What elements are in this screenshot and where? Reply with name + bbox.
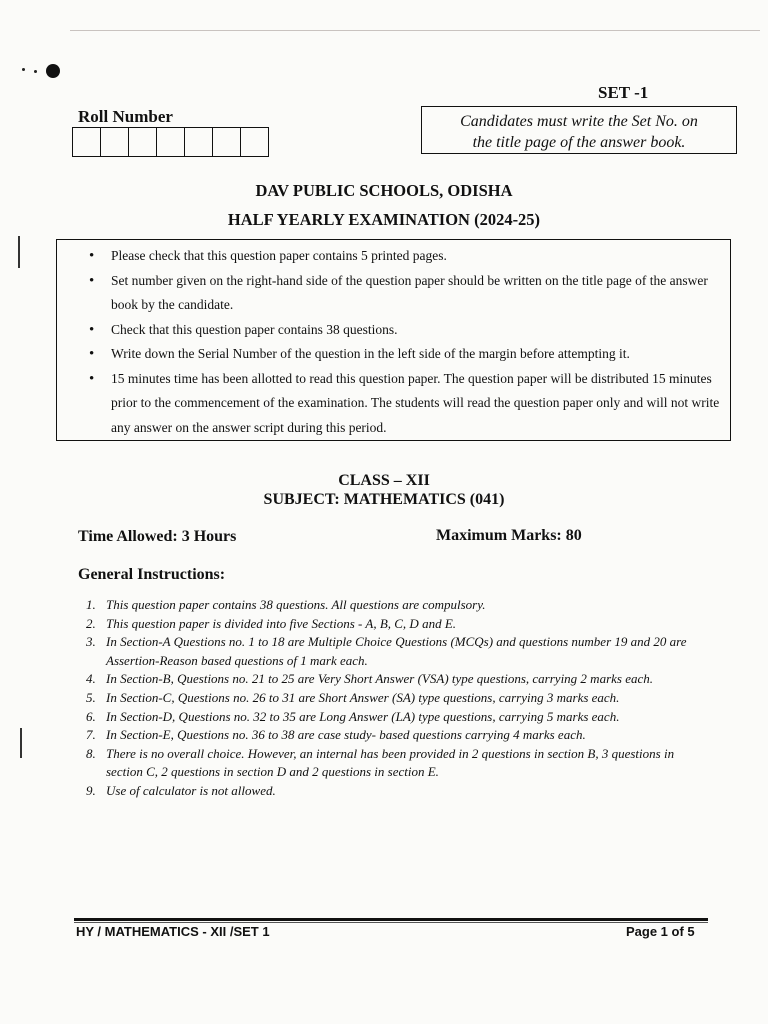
instruction-item	[86, 596, 708, 615]
roll-box	[128, 127, 157, 157]
roll-number-boxes	[72, 127, 268, 157]
checklist-box	[56, 239, 731, 441]
roll-box	[100, 127, 129, 157]
instruction-text: This question paper is divided into five Sections - A, B, C, D and E.	[106, 615, 457, 631]
school-name: DAV PUBLIC SCHOOLS, ODISHA	[255, 181, 513, 200]
maximum-marks: Maximum Marks: 80	[436, 527, 582, 544]
instruction-text: This question paper contains 38 questions. All questions are compulsory.	[106, 597, 486, 612]
checklist-item: • Check that this question paper contains 38 questions.	[111, 318, 730, 343]
instruction-number: 8.	[86, 745, 96, 761]
instruction-number: 4.	[86, 671, 96, 687]
checklist-item: • Write down the Serial Number of the question in the left side of the margin before attempting it.	[111, 342, 730, 367]
instruction-text: In Section-D, Questions no. 32 to 35 are Long Answer (LA) type questions, carrying 5 marks each.	[106, 708, 620, 724]
checklist	[57, 240, 730, 440]
candidate-note-box	[421, 106, 737, 154]
top-scan-line	[70, 30, 760, 31]
roll-box	[184, 127, 213, 157]
roll-box	[156, 127, 185, 157]
scan-speck	[34, 70, 37, 73]
instruction-item	[86, 726, 708, 745]
instruction-item	[86, 745, 708, 782]
instruction-number: 2.	[86, 615, 96, 631]
footer-code: HY / MATHEMATICS - XII /SET 1	[76, 924, 270, 939]
exam-title: HALF YEARLY EXAMINATION (2024-25)	[227, 210, 541, 229]
roll-box	[212, 127, 241, 157]
page-number: Page 1 of 5	[626, 924, 695, 939]
instruction-text: In Section-C, Questions no. 26 to 31 are Short Answer (SA) type questions, carrying 3 marks each.	[106, 689, 620, 705]
instruction-item	[86, 615, 708, 634]
punch-hole-dot	[46, 64, 60, 78]
margin-mark	[20, 728, 22, 758]
instruction-number: 1.	[86, 597, 96, 612]
candidate-note-line: Candidates must write the Set No. on	[460, 113, 698, 130]
set-number: SET -1	[598, 83, 649, 102]
instruction-number: 9.	[86, 782, 96, 798]
checklist-item: • Set number given on the right-hand side of the question paper should be written on the title page of the answer book by the candidate.	[111, 269, 730, 318]
instruction-text: In Section-B, Questions no. 21 to 25 are Very Short Answer (VSA) type questions, carrying 2 marks each.	[106, 671, 653, 687]
instruction-text: In Section-A Questions no. 1 to 18 are Multiple Choice Questions (MCQs) and questions number 19 and 20 are Assertion-Reason based questions of 1 mark each.	[106, 634, 687, 668]
footer-rule	[74, 918, 708, 921]
general-instructions-heading: General Instructions:	[78, 566, 226, 583]
instruction-item	[86, 689, 708, 708]
checklist-item: • Please check that this question paper contains 5 printed pages.	[111, 244, 730, 269]
footer-rule-thin	[74, 922, 708, 923]
instruction-text: Use of calculator is not allowed.	[106, 782, 276, 798]
roll-box	[72, 127, 101, 157]
instruction-number: 3.	[86, 634, 96, 650]
instruction-number: 5.	[86, 689, 96, 705]
roll-box	[240, 127, 269, 157]
instruction-text: In Section-E, Questions no. 36 to 38 are case study- based questions carrying 4 marks each.	[106, 727, 586, 743]
instruction-number: 6.	[86, 708, 96, 724]
candidate-note-line: the title page of the answer book.	[472, 134, 686, 151]
instruction-text: There is no overall choice. However, an internal has been provided in 2 questions in section B, 3 questions in section C, 2 questions in section D and 2 questions in section E.	[106, 745, 675, 780]
instruction-number: 7.	[86, 727, 96, 743]
instruction-item	[86, 670, 708, 689]
roll-number-label: Roll Number	[78, 107, 173, 126]
subject-label: SUBJECT: MATHEMATICS (041)	[263, 491, 505, 508]
checklist-item: • 15 minutes time has been allotted to read this question paper. The question paper will be distributed 15 minutes prior to the commencement of the examination. The students will read the question paper only and will not write any answer on the answer script during this period.	[111, 367, 730, 441]
class-label: CLASS – XII	[338, 472, 430, 489]
margin-mark	[18, 236, 20, 268]
instructions-list	[86, 596, 708, 801]
instruction-item	[86, 633, 708, 670]
instruction-item	[86, 782, 708, 801]
scan-speck	[22, 68, 25, 71]
instruction-item	[86, 708, 708, 727]
time-allowed: Time Allowed: 3 Hours	[78, 528, 237, 545]
